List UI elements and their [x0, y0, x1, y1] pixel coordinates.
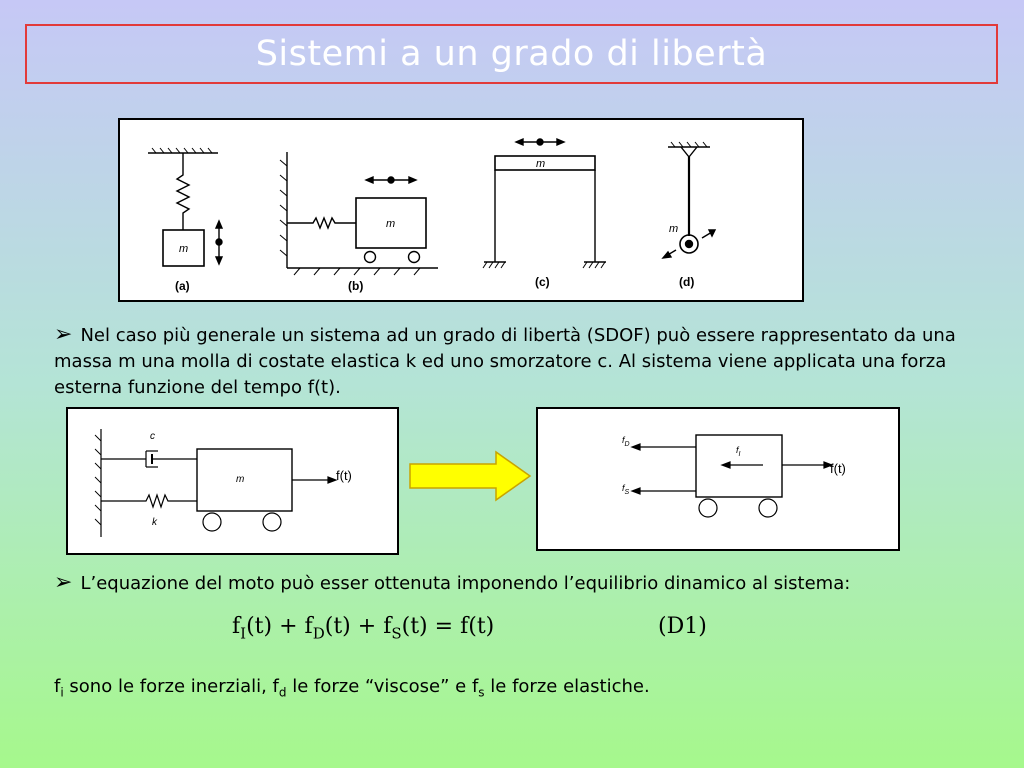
force-description: $f_i$ sono le forze inerziali, $f_d$ le forze “viscose” e $f_s$ le forze elastiche.: [54, 676, 650, 700]
arrow-bullet-icon-2: ➢: [54, 570, 73, 595]
paragraph-equation-text: L’equazione del moto può esser ottenuta imponendo l’equilibrio dinamico al sistema:: [80, 573, 851, 594]
label-c: (c): [535, 275, 550, 289]
mass-label-a: m: [179, 243, 189, 255]
fD-label: $f_D$: [622, 435, 630, 448]
paragraph-sdof: [54, 322, 979, 401]
label-b: (b): [348, 279, 364, 293]
mass-label-c: m: [536, 158, 546, 170]
damper-label: c: [150, 431, 155, 442]
label-d: (d): [679, 275, 695, 289]
label-a: (a): [175, 279, 190, 293]
mass-label-d: m: [669, 223, 679, 235]
sdof-examples-figure: [118, 118, 804, 302]
paragraph-sdof-text: Nel caso più generale un sistema ad un grado di libertà (SDOF) può essere rappresentato da una massa m una molla di costate elastica k ed uno smorzatore c. Al sistema viene applicata una forza esterna funzione del tempo f(t).: [54, 325, 956, 398]
sdof-examples-drawing: [120, 120, 802, 300]
force-label-right: f(t): [830, 461, 846, 476]
right-arrow-icon: [408, 450, 532, 502]
free-body-figure: [536, 407, 900, 551]
force-label-left: f(t): [336, 468, 352, 483]
mass-label: m: [236, 474, 245, 485]
arrow-bullet-icon: ➢: [54, 322, 73, 347]
slide-title: Sistemi a un grado di libertà: [255, 34, 768, 74]
spring-label: k: [152, 517, 157, 528]
free-body-drawing: [538, 409, 898, 549]
title-box: [25, 24, 998, 84]
fS-label: $f_S$: [622, 483, 630, 496]
fI-label: $f_I$: [736, 445, 741, 458]
equation-d1: $f_I(t) + f_D(t) + f_S(t) = f(t)$: [232, 614, 495, 643]
mass-label-b: m: [386, 218, 396, 230]
equation-tag: (D1): [658, 614, 707, 639]
paragraph-equation: [54, 570, 984, 597]
